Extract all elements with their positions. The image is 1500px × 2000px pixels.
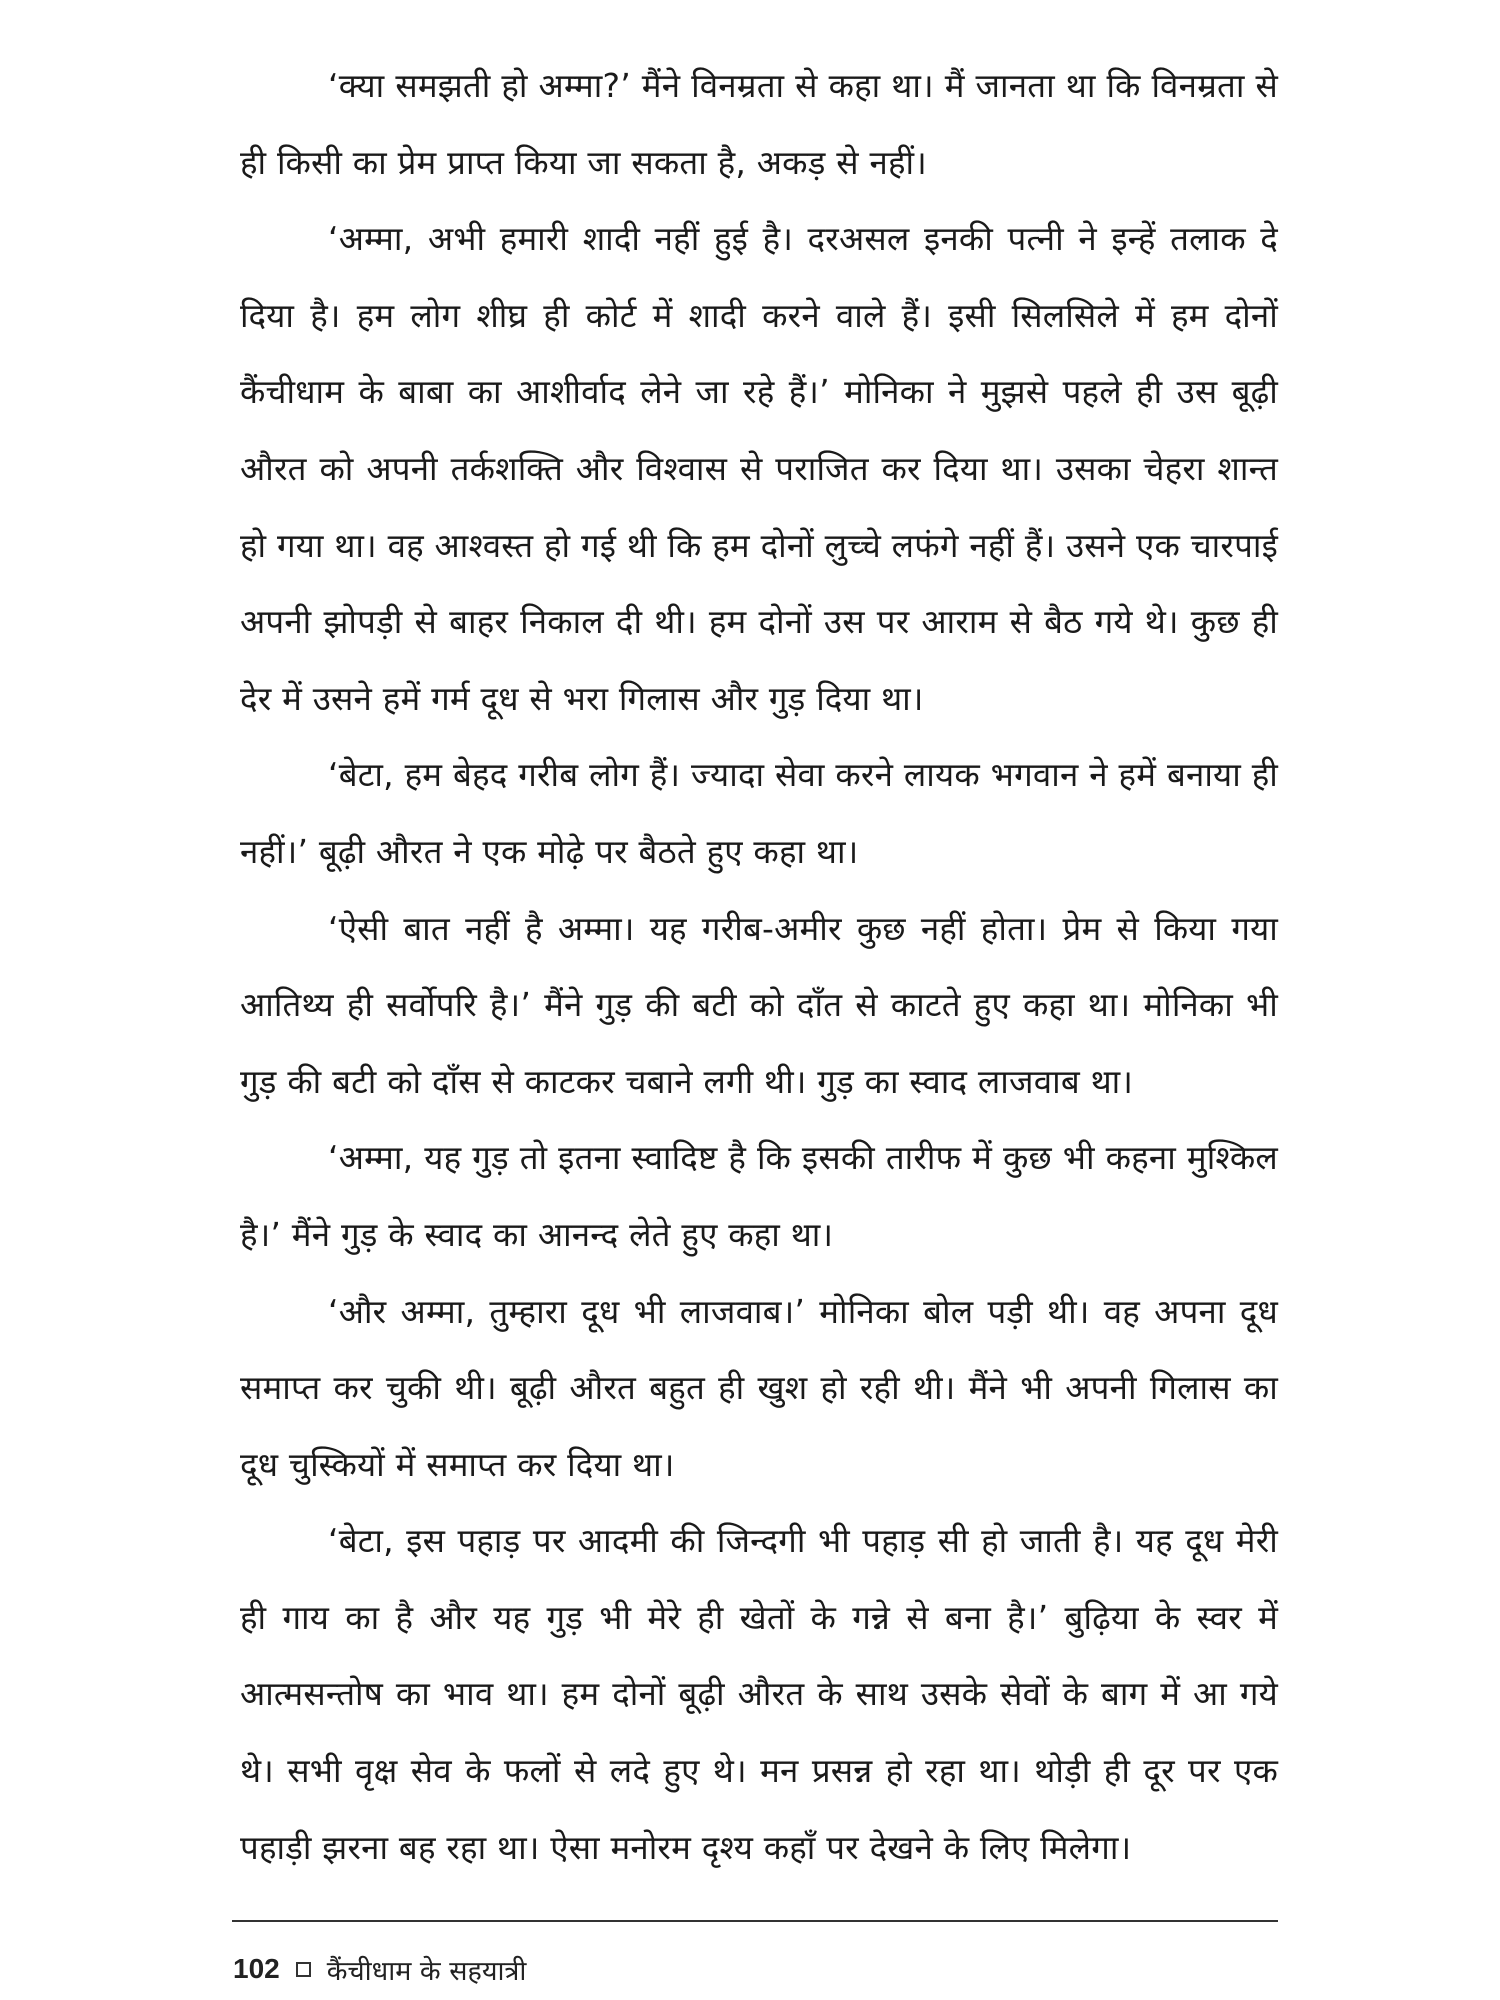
paragraph: ‘अम्मा, यह गुड़ तो इतना स्वादिष्ट है कि इसकी तारीफ में कुछ भी कहना मुश्किल है।’ मैंने गुड़ के स्वाद का आनन्द लेते हुए कहा था। <box>240 1138 1278 1254</box>
page-number: 102 <box>233 1953 280 1984</box>
paragraph: ‘ऐसी बात नहीं है अम्मा। यह गरीब-अमीर कुछ नहीं होता। प्रेम से किया गया आतिथ्य ही सर्वोपरि है।’ मैंने गुड़ की बटी को दाँत से काटते हुए कहा था। मोनिका भी गुड़ की बटी को दाँस से काटकर चबाने लगी थी। गुड़ का स्वाद लाजवाब था। <box>240 908 1278 1101</box>
square-box-icon <box>296 1962 311 1977</box>
footer-divider <box>232 1920 1278 1922</box>
paragraph: ‘क्या समझती हो अम्मा?’ मैंने विनम्रता से कहा था। मैं जानता था कि विनम्रता से ही किसी का प्रेम प्राप्त किया जा सकता है, अकड़ से नहीं। <box>240 66 1278 182</box>
paragraph: ‘अम्मा, अभी हमारी शादी नहीं हुई है। दरअसल इनकी पत्नी ने इन्हें तलाक दे दिया है। हम लोग शीघ्र ही कोर्ट में शादी करने वाले हैं। इसी सिलसिले में हम दोनों कैंचीधाम के बाबा का आशीर्वाद लेने जा रहे हैं।’ मोनिका ने मुझसे पहले ही उस बूढ़ी औरत को अपनी तर्कशक्ति और विश्वास से पराजित कर दिया था। उसका चेहरा शान्त हो गया था। वह आश्वस्त हो गई थी कि हम दोनों लुच्चे लफंगे नहीं हैं। उसने एक चारपाई अपनी झोपड़ी से बाहर निकाल दी थी। हम दोनों उस पर आराम से बैठ गये थे। कुछ ही देर में उसने हमें गर्म दूध से भरा गिलास और गुड़ दिया था। <box>240 219 1278 718</box>
paragraph: ‘बेटा, हम बेहद गरीब लोग हैं। ज्यादा सेवा करने लायक भगवान ने हमें बनाया ही नहीं।’ बूढ़ी औरत ने एक मोढ़े पर बैठते हुए कहा था। <box>240 755 1278 871</box>
page-body <box>240 48 1278 1886</box>
running-title: कैंचीधाम के सहयात्री <box>326 1955 527 1987</box>
page-footer <box>233 1944 526 1994</box>
paragraph: ‘बेटा, इस पहाड़ पर आदमी की जिन्दगी भी पहाड़ सी हो जाती है। यह दूध मेरी ही गाय का है और यह गुड़ भी मेरे ही खेतों के गन्ने से बना है।’ बुढ़िया के स्वर में आत्मसन्तोष का भाव था। हम दोनों बूढ़ी औरत के साथ उसके सेवों के बाग में आ गये थे। सभी वृक्ष सेव के फलों से लदे हुए थे। मन प्रसन्न हो रहा था। थोड़ी ही दूर पर एक पहाड़ी झरना बह रहा था। ऐसा मनोरम दृश्य कहाँ पर देखने के लिए मिलेगा। <box>240 1521 1278 1867</box>
paragraph: ‘और अम्मा, तुम्हारा दूध भी लाजवाब।’ मोनिका बोल पड़ी थी। वह अपना दूध समाप्त कर चुकी थी। बूढ़ी औरत बहुत ही खुश हो रही थी। मैंने भी अपनी गिलास का दूध चुस्कियों में समाप्त कर दिया था। <box>240 1291 1278 1484</box>
